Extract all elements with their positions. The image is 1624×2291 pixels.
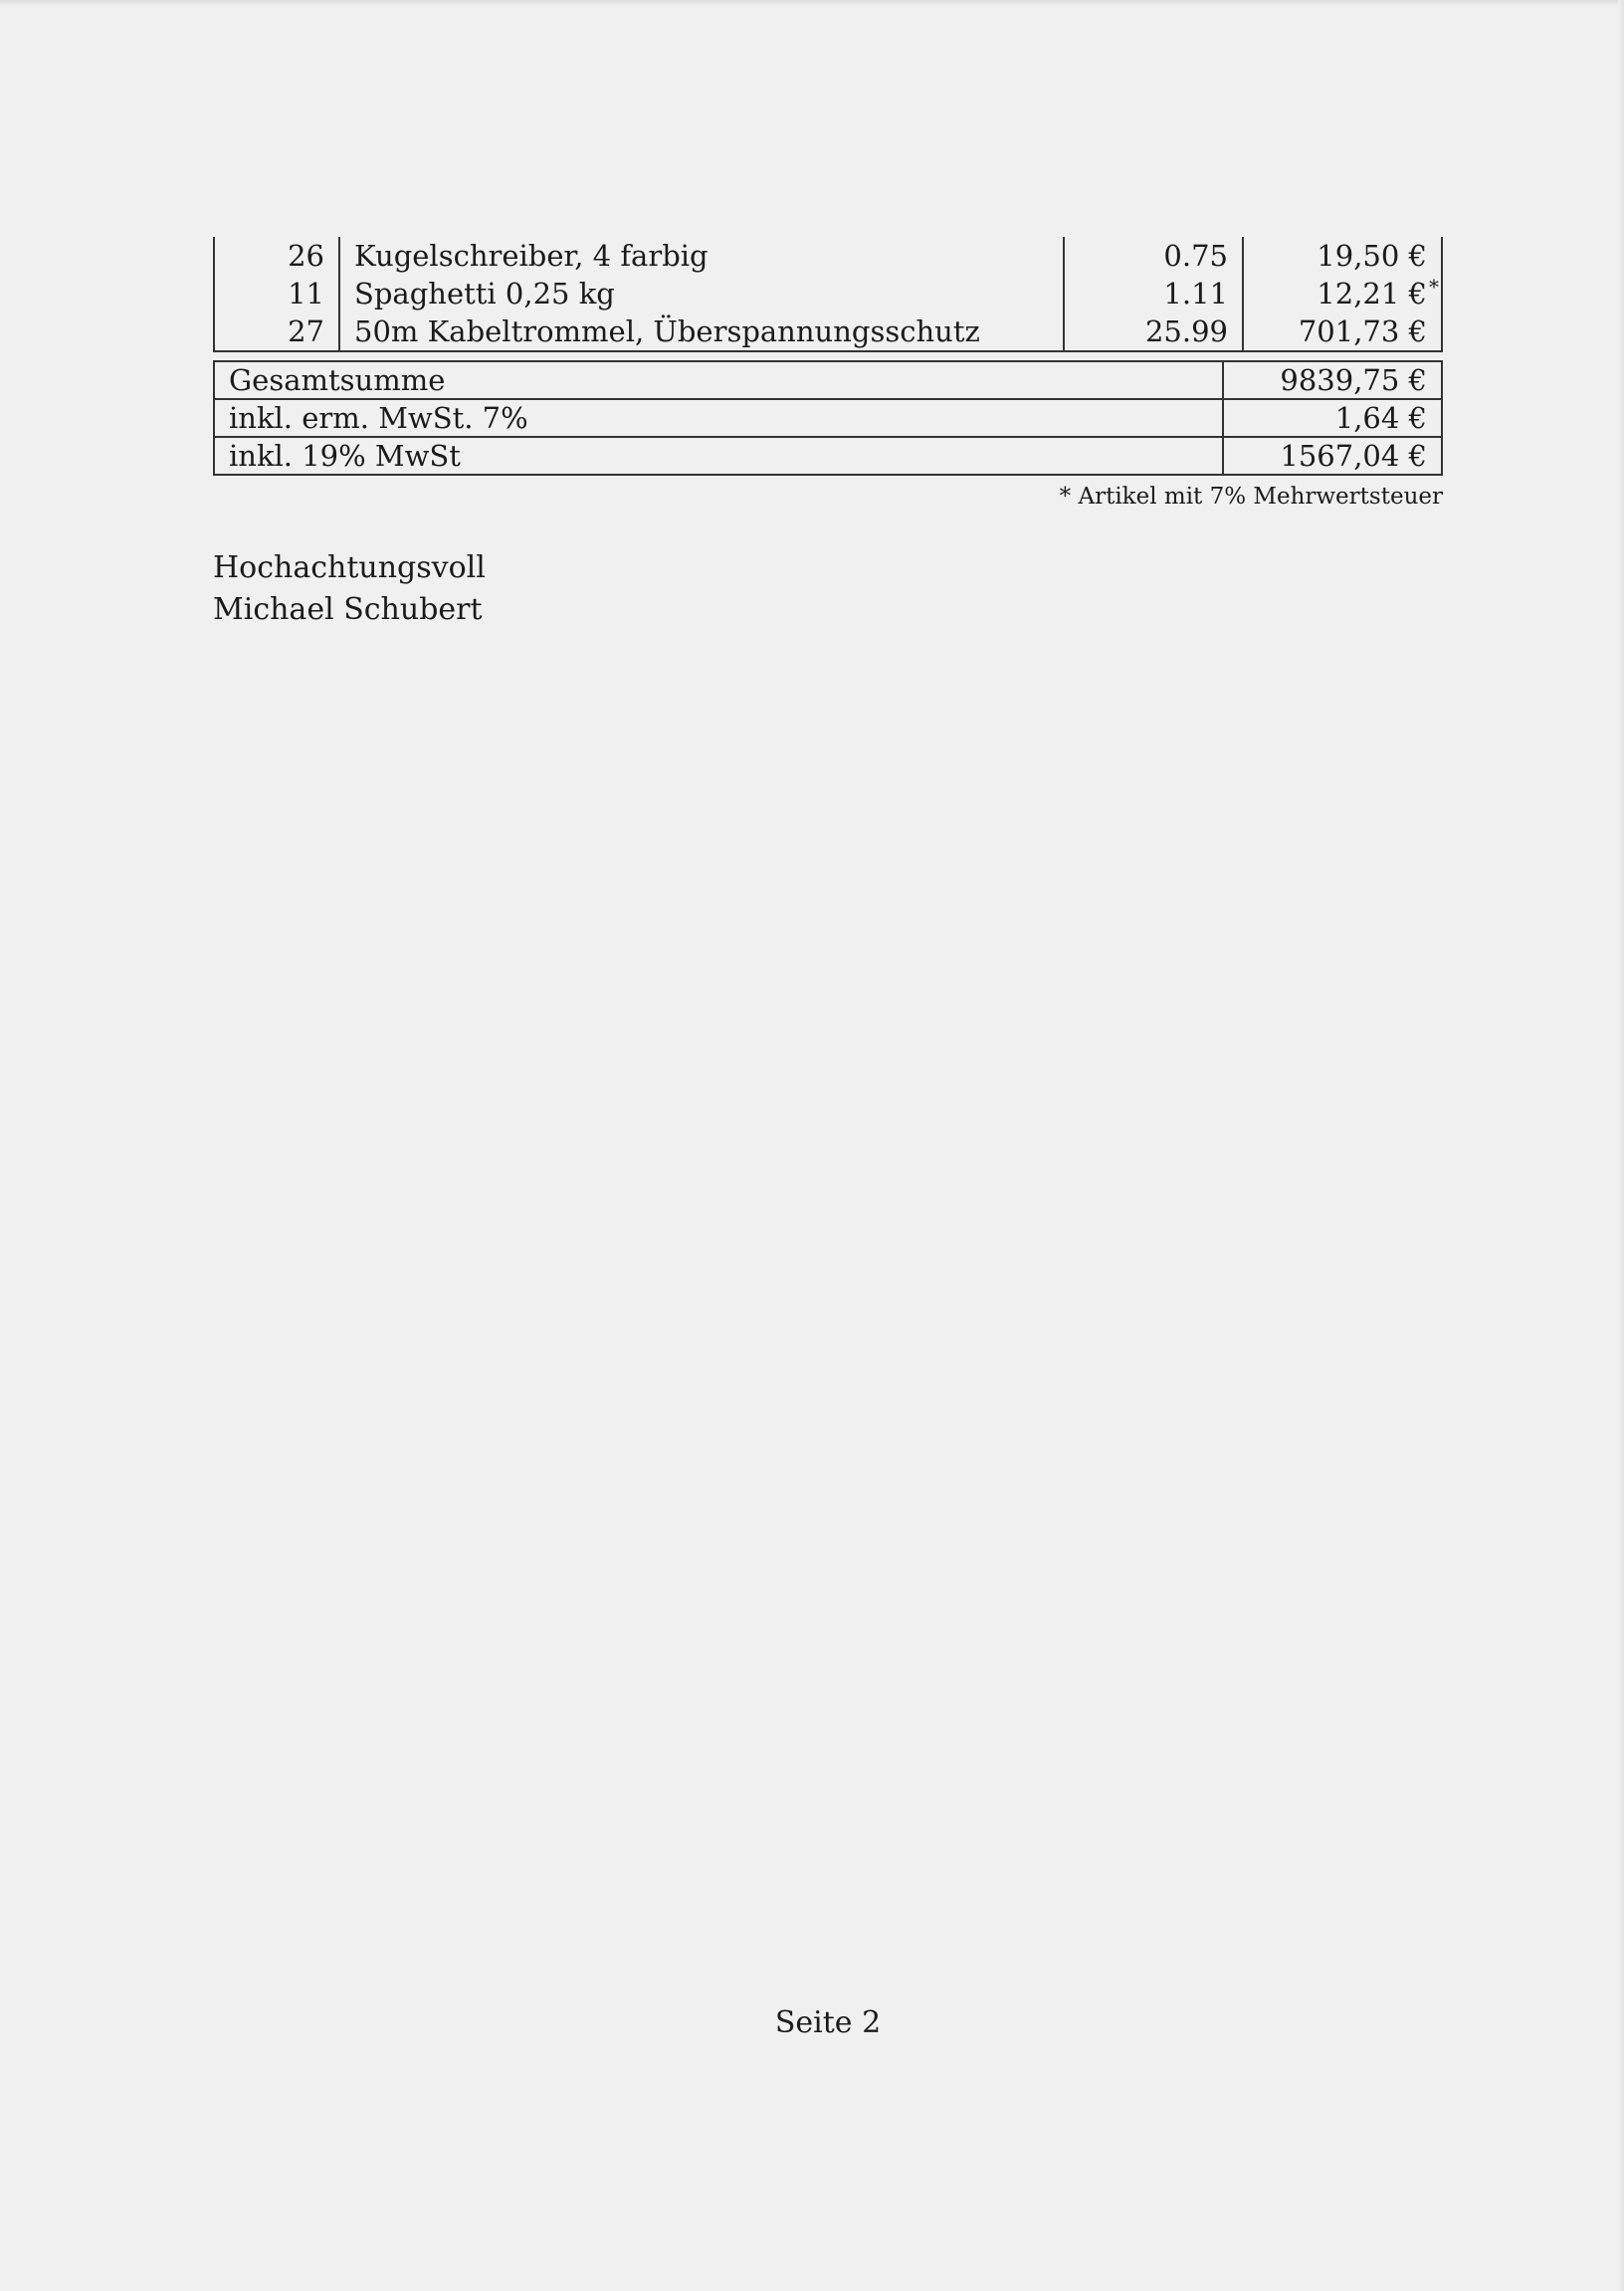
item-total: 12,21 € xyxy=(1317,277,1427,311)
table-row xyxy=(214,275,1442,312)
item-total-cell xyxy=(1243,237,1442,275)
summary-label: Gesamtsumme xyxy=(214,361,1223,399)
summary-amount: 1,64 € xyxy=(1223,399,1442,437)
vat-footnote: * Artikel mit 7% Mehrwertsteuer xyxy=(1059,484,1443,510)
summary-label: inkl. erm. MwSt. 7% xyxy=(214,399,1223,437)
item-description: Kugelschreiber, 4 farbig xyxy=(339,237,1064,275)
table-row xyxy=(214,312,1442,351)
item-total: 19,50 € xyxy=(1317,239,1427,273)
closing-block xyxy=(213,547,486,631)
item-total-cell xyxy=(1243,275,1442,312)
item-description: Spaghetti 0,25 kg xyxy=(339,275,1064,312)
item-quantity: 27 xyxy=(214,312,339,351)
summary-label: inkl. 19% MwSt xyxy=(214,437,1223,475)
summary-row-total xyxy=(214,361,1442,399)
signer-name: Michael Schubert xyxy=(213,592,483,627)
summary-row-reduced-vat xyxy=(214,399,1442,437)
item-unit-price: 0.75 xyxy=(1064,237,1243,275)
item-total: 701,73 € xyxy=(1298,314,1427,348)
summary-table xyxy=(213,360,1443,476)
page-edge xyxy=(0,0,1624,6)
item-unit-price: 1.11 xyxy=(1064,275,1243,312)
item-table xyxy=(213,237,1443,352)
table-row xyxy=(214,237,1442,275)
item-quantity: 26 xyxy=(214,237,339,275)
vat-marker: * xyxy=(1429,275,1439,299)
item-total-cell xyxy=(1243,312,1442,351)
page-number: Seite 2 xyxy=(774,2005,882,2040)
summary-row-vat xyxy=(214,437,1442,475)
item-description: 50m Kabeltrommel, Überspannungsschutz xyxy=(339,312,1064,351)
summary-amount: 1567,04 € xyxy=(1223,437,1442,475)
item-quantity: 11 xyxy=(214,275,339,312)
summary-amount: 9839,75 € xyxy=(1223,361,1442,399)
closing-salutation: Hochachtungsvoll xyxy=(213,550,486,585)
item-unit-price: 25.99 xyxy=(1064,312,1243,351)
page-edge xyxy=(1618,0,1624,2291)
